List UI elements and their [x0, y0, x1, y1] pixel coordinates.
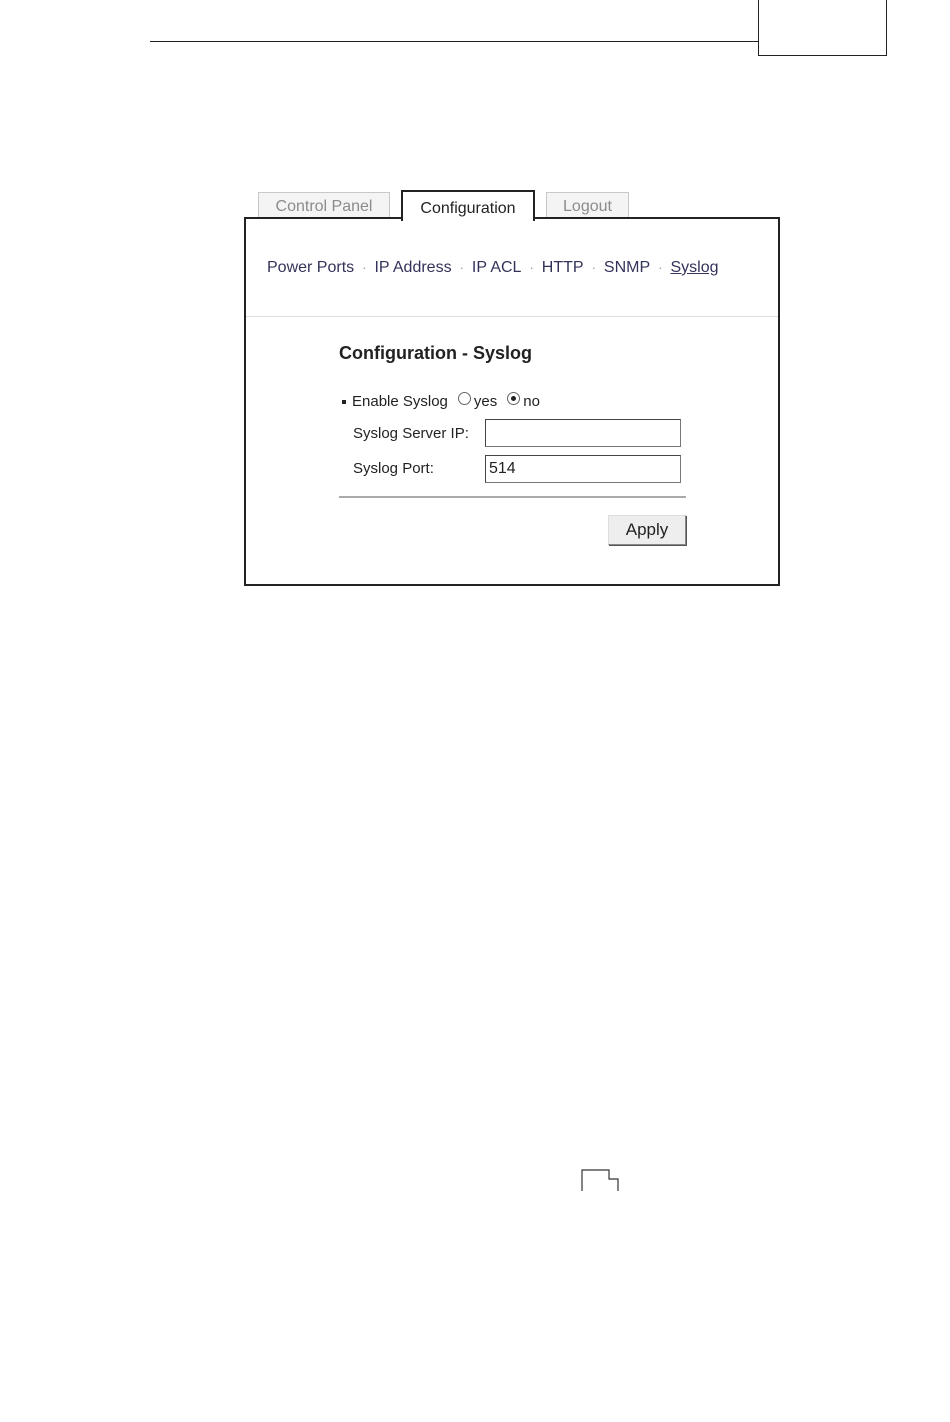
tab-control-panel[interactable]: Control Panel: [258, 192, 390, 219]
bullet-icon: [342, 400, 346, 404]
subnav-separator: ·: [362, 260, 367, 275]
subnav-separator: ·: [658, 260, 663, 275]
subnav-separator: ·: [529, 260, 534, 275]
radio-yes[interactable]: [458, 392, 471, 405]
apply-button[interactable]: Apply: [608, 515, 686, 545]
enable-syslog-row: [342, 393, 540, 410]
config-subnav: [267, 259, 719, 277]
page-header-rule: [150, 41, 758, 42]
page-corner-icon: [581, 1169, 619, 1191]
page-number-box: [758, 0, 887, 56]
subnav-item-syslog[interactable]: Syslog: [670, 259, 719, 276]
subnav-separator: ·: [459, 260, 464, 275]
configuration-panel: [244, 217, 780, 586]
subnav-item-power-ports[interactable]: Power Ports: [267, 259, 355, 276]
syslog-server-ip-input[interactable]: [485, 419, 681, 447]
subnav-item-ip-address[interactable]: IP Address: [374, 259, 452, 276]
subnav-separator: ·: [591, 260, 596, 275]
subnav-item-snmp[interactable]: SNMP: [603, 259, 651, 276]
subnav-divider: [246, 316, 778, 317]
syslog-port-label: Syslog Port:: [353, 460, 434, 477]
radio-yes-label: yes: [473, 393, 498, 410]
form-divider: [339, 496, 686, 498]
form-title: Configuration - Syslog: [339, 343, 532, 363]
radio-no[interactable]: [507, 392, 520, 405]
syslog-port-input[interactable]: [485, 455, 681, 483]
enable-syslog-label: Enable Syslog: [352, 393, 448, 410]
tab-configuration[interactable]: Configuration: [401, 190, 535, 221]
subnav-item-http[interactable]: HTTP: [541, 259, 584, 276]
syslog-server-ip-label: Syslog Server IP:: [353, 425, 469, 442]
tab-logout[interactable]: Logout: [546, 192, 629, 219]
radio-no-label: no: [523, 393, 540, 410]
subnav-item-ip-acl[interactable]: IP ACL: [471, 259, 522, 276]
